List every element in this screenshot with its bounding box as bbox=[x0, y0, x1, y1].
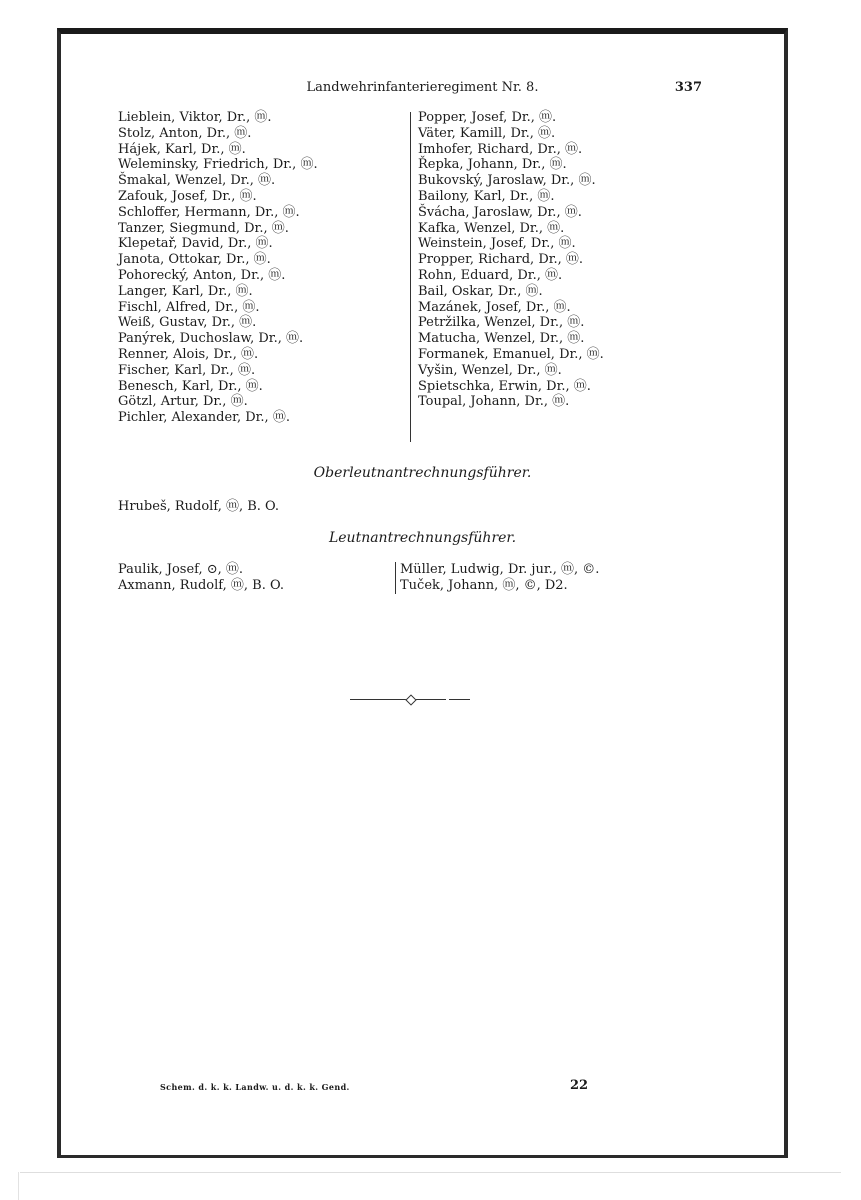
list-item: Bukovský, Jaroslaw, Dr., ⓜ. bbox=[418, 173, 596, 189]
list-item: Fischl, Alfred, Dr., ⓜ. bbox=[118, 299, 260, 315]
section-heading-leutnant: Leutnantrechnungsführer. bbox=[328, 530, 517, 546]
list-item: Renner, Alois, Dr., ⓜ. bbox=[118, 346, 259, 362]
ornament-divider bbox=[350, 692, 470, 708]
left-column bbox=[118, 110, 408, 426]
list-item: Petržilka, Wenzel, Dr., ⓜ. bbox=[418, 315, 585, 331]
list-item: Langer, Karl, Dr., ⓜ. bbox=[118, 283, 253, 299]
list-item: Tuček, Johann, ⓜ, ©, D2. bbox=[400, 577, 568, 593]
list-item: Imhofer, Richard, Dr., ⓜ. bbox=[418, 141, 583, 157]
list-item: Väter, Kamill, Dr., ⓜ. bbox=[418, 125, 556, 141]
list-item: Hájek, Karl, Dr., ⓜ. bbox=[118, 141, 246, 157]
list-item: Benesch, Karl, Dr., ⓜ. bbox=[118, 378, 263, 394]
leutnant-left-column bbox=[118, 562, 284, 594]
list-item: Mazánek, Josef, Dr., ⓜ. bbox=[418, 299, 571, 315]
scan-edge-left bbox=[18, 1172, 19, 1200]
running-title: Landwehrinfanterieregiment Nr. 8. bbox=[306, 80, 539, 95]
column-divider bbox=[410, 112, 411, 442]
list-item: Stolz, Anton, Dr., ⓜ. bbox=[118, 125, 252, 141]
list-item: Popper, Josef, Dr., ⓜ. bbox=[418, 110, 557, 125]
list-item: Kafka, Wenzel, Dr., ⓜ. bbox=[418, 220, 565, 236]
scan-edge bbox=[20, 1172, 841, 1173]
list-item: Pichler, Alexander, Dr., ⓜ. bbox=[118, 410, 290, 426]
list-item: Tanzer, Siegmund, Dr., ⓜ. bbox=[118, 220, 289, 236]
list-item: Matucha, Wenzel, Dr., ⓜ. bbox=[418, 331, 585, 347]
list-item: Vyšin, Wenzel, Dr., ⓜ. bbox=[418, 362, 562, 378]
list-item: Formanek, Emanuel, Dr., ⓜ. bbox=[418, 346, 604, 362]
list-item: Weiß, Gustav, Dr., ⓜ. bbox=[118, 315, 257, 331]
footer-abbreviation: Schem. d. k. k. Landw. u. d. k. k. Gend. bbox=[160, 1082, 350, 1092]
list-item: Zafouk, Josef, Dr., ⓜ. bbox=[118, 188, 257, 204]
footer-signature: 22 bbox=[570, 1078, 589, 1093]
list-item: Propper, Richard, Dr., ⓜ. bbox=[418, 252, 584, 268]
list-item: Pohorecký, Anton, Dr., ⓜ. bbox=[118, 267, 286, 283]
page-header bbox=[95, 80, 750, 100]
section-heading-oberleutnant: Oberleutnantrechnungsführer. bbox=[313, 465, 532, 481]
list-item: Weinstein, Josef, Dr., ⓜ. bbox=[418, 236, 576, 252]
list-item: Šmakal, Wenzel, Dr., ⓜ. bbox=[118, 173, 276, 189]
leutnant-right-column bbox=[400, 562, 599, 594]
list-item: Švácha, Jaroslaw, Dr., ⓜ. bbox=[418, 204, 582, 220]
list-item: Rohn, Eduard, Dr., ⓜ. bbox=[418, 267, 563, 283]
list-item: Weleminsky, Friedrich, Dr., ⓜ. bbox=[118, 157, 318, 173]
list-item: Panýrek, Duchoslaw, Dr., ⓜ. bbox=[118, 331, 304, 347]
right-column bbox=[418, 110, 708, 410]
list-item: Řepka, Johann, Dr., ⓜ. bbox=[418, 157, 567, 173]
list-item: Klepetař, David, Dr., ⓜ. bbox=[118, 236, 273, 252]
list-item: Spietschka, Erwin, Dr., ⓜ. bbox=[418, 378, 591, 394]
list-item: Müller, Ludwig, Dr. jur., ⓜ, ©. bbox=[400, 562, 600, 577]
list-item: Schloffer, Hermann, Dr., ⓜ. bbox=[118, 204, 300, 220]
list-item: Janota, Ottokar, Dr., ⓜ. bbox=[118, 252, 271, 268]
list-item: Bail, Oskar, Dr., ⓜ. bbox=[418, 283, 543, 299]
list-item: Götzl, Artur, Dr., ⓜ. bbox=[118, 394, 248, 410]
list-item: Axmann, Rudolf, ⓜ, B. O. bbox=[118, 577, 284, 593]
list-item: Toupal, Johann, Dr., ⓜ. bbox=[418, 394, 570, 410]
page-number: 337 bbox=[674, 80, 702, 95]
list-item: Lieblein, Viktor, Dr., ⓜ. bbox=[118, 110, 272, 125]
list-item: Bailony, Karl, Dr., ⓜ. bbox=[418, 188, 555, 204]
list-item: Fischer, Karl, Dr., ⓜ. bbox=[118, 362, 256, 378]
list-item: Paulik, Josef, ⊙, ⓜ. bbox=[118, 562, 244, 577]
list-item: Hrubeš, Rudolf, ⓜ, B. O. bbox=[118, 499, 280, 514]
column-divider bbox=[395, 562, 396, 594]
